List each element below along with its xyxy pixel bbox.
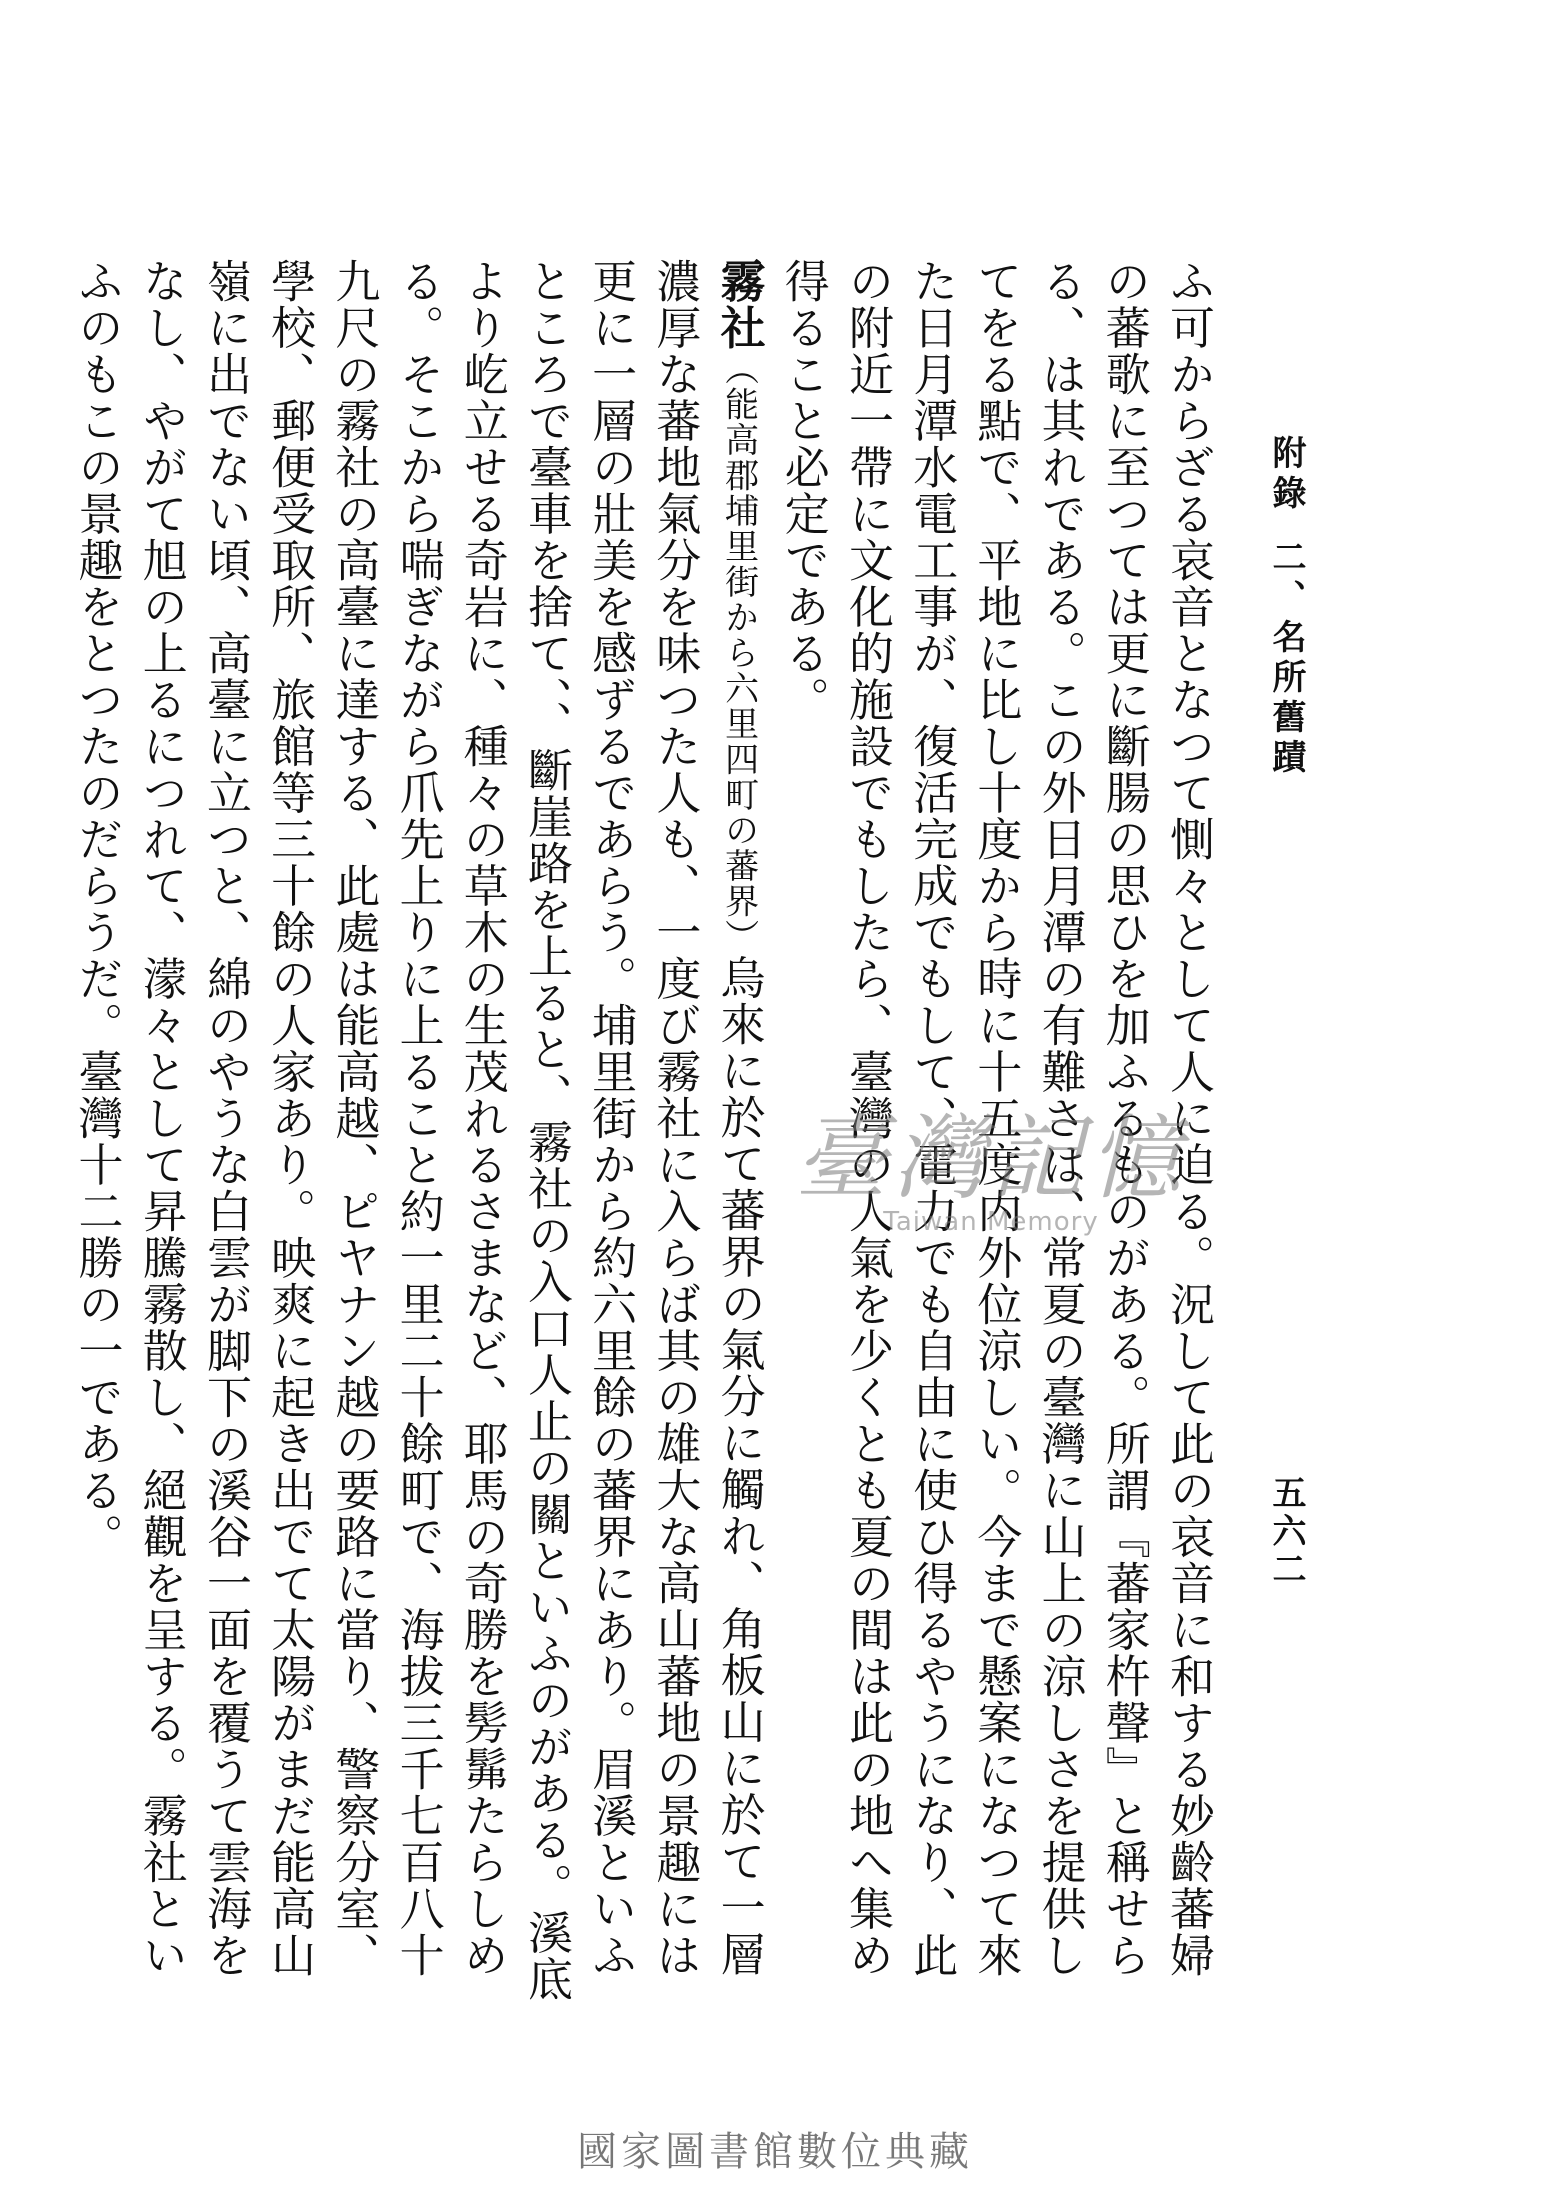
running-head-title: 附錄 <box>1266 435 1306 515</box>
paragraph-2-text: 烏來に於て蕃界の氣分に觸れ、角板山に於て一層濃厚な蕃地氣分を味つた人も、一度び霧社に入らば其の雄大な高山蕃地の景趣には更に一層の壯美を感ずるであらう。埔里街から約六里餘の蕃界にあり。眉溪といふところで臺車を捨て、、斷崖路を上ると、霧社の入口人止の關といふのがある。溪底より屹立せる奇岩に、種々の草木の生茂れるさまなど、耶馬の奇勝を髣髴たらしめる。そこから喘ぎながら爪先上りに上ること約一里二十餘町で、海拔三千七百八十九尺の霧社の高臺に達する、此處は能高越、ピヤナン越の要路に當り、警察分室、學校、郵便受取所、旅館等三十餘の人家あり。映爽に起き出でて太陽がまだ能高山嶺に出でない頃、高臺に立つと、綿のやうな白雲が脚下の溪谷一面を覆うて雲海をなし、やがて旭の上るにつれて、濛々として昇騰霧散し、絕觀を呈する。霧社といふのもこの景趣をとつたのだらうだ。臺灣十二勝の一である。 <box>70 258 766 2003</box>
watermark-main: 臺灣記憶 <box>795 1105 1188 1212</box>
section-heading-musha: 霧社 <box>712 258 766 351</box>
paragraph-1: ふ可からざる哀音となつて惻々として人に迫る。況して此の哀音に和する妙齡蕃婦の蕃歌に至つては更に斷腸の思ひを加ふるものがある。所謂『蕃家杵聲』と稱せらる、は其れである。この外日月潭の有難さは、常夏の臺灣に山上の涼しさを提供してをる點で、平地に比し十度から時に十五度内外位涼しい。今まで懸案になつて來た日月潭水電工事が、復活完成でもして、電力でも自由に使ひ得るやうになり、此の附近一帶に文化的施設でもしたら、臺灣の人氣を少くとも夏の間は此の地へ集め得ること必定である。 <box>776 258 1215 1979</box>
page-number: 五六二 <box>1266 1475 1306 1589</box>
section-title: 二、名所舊蹟 <box>1266 539 1306 779</box>
heading-note: （能高郡埔里街から六里四町の蕃界） <box>718 351 759 955</box>
body-text <box>70 258 1220 2018</box>
watermark-sub: Taiwan Memory <box>883 1207 1099 1237</box>
running-header <box>1262 435 1311 779</box>
footer-credit: 國家圖書館數位典藏 <box>577 2129 973 2175</box>
paragraph-2 <box>64 258 770 2018</box>
